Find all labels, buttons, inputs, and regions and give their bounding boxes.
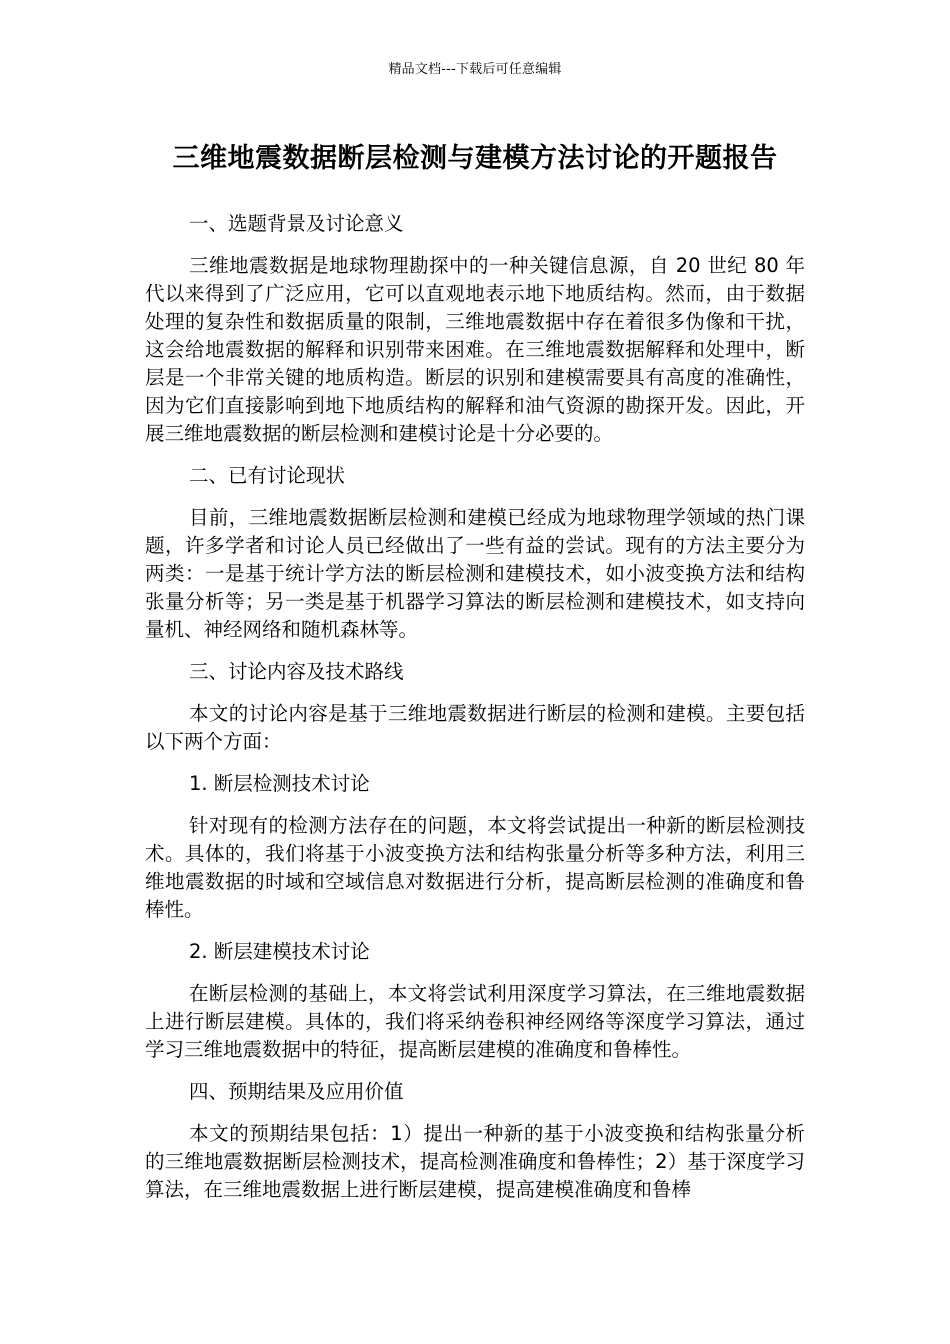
- paragraph-background: 三维地震数据是地球物理勘探中的一种关键信息源，自 20 世纪 80 年代以来得到了广泛应用，它可以直观地表示地下地质结构。然而，由于数据处理的复杂性和数据质量的限制，三维地震数据中存在着很多伪像和干扰，这会给地震数据的解释和识别带来困难。在三维地震数据解释和处理中，断层是一个非常关键的地质构造。断层的识别和建模需要具有高度的准确性，因为它们直接影响到地下地质结构的解释和油气资源的勘探开发。因此，开展三维地震数据的断层检测和建模讨论是十分必要的。: [145, 254, 805, 445]
- section-heading-2: 二、已有讨论现状: [189, 464, 346, 487]
- section-heading-1: 一、选题背景及讨论意义: [189, 212, 404, 235]
- paragraph-expected-results: 本文的预期结果包括：1）提出一种新的基于小波变换和结构张量分析的三维地震数据断层检测技术，提高检测准确度和鲁棒性；2）基于深度学习算法，在三维地震数据上进行断层建模，提高建模准确度和鲁棒: [145, 1122, 805, 1201]
- section-heading-3: 三、讨论内容及技术路线: [189, 660, 404, 683]
- document-body: [145, 210, 805, 1218]
- section-heading-4: 四、预期结果及应用价值: [189, 1080, 404, 1103]
- paragraph-detection: 针对现有的检测方法存在的问题，本文将尝试提出一种新的断层检测技术。具体的，我们将基于小波变换方法和结构张量分析等多种方法，利用三维地震数据的时域和空域信息对数据进行分析，提高断层检测的准确度和鲁棒性。: [145, 814, 805, 921]
- paragraph-modeling: 在断层检测的基础上，本文将尝试利用深度学习算法，在三维地震数据上进行断层建模。具体的，我们将采纳卷积神经网络等深度学习算法，通过学习三维地震数据中的特征，提高断层建模的准确度和鲁棒性。: [145, 982, 805, 1061]
- paragraph-content: 本文的讨论内容是基于三维地震数据进行断层的检测和建模。主要包括以下两个方面：: [145, 702, 805, 753]
- document-title: 三维地震数据断层检测与建模方法讨论的开题报告: [172, 143, 778, 174]
- subheading-detection: 1. 断层检测技术讨论: [189, 772, 370, 795]
- subheading-modeling: 2. 断层建模技术讨论: [189, 940, 370, 963]
- paragraph-status: 目前，三维地震数据断层检测和建模已经成为地球物理学领域的热门课题，许多学者和讨论人员已经做出了一些有益的尝试。现有的方法主要分为两类：一是基于统计学方法的断层检测和建模技术，如小波变换方法和结构张量分析等；另一类是基于机器学习算法的断层检测和建模技术，如支持向量机、神经网络和随机森林等。: [145, 506, 805, 641]
- page-header-note: 精品文档---下载后可任意编辑: [388, 62, 562, 77]
